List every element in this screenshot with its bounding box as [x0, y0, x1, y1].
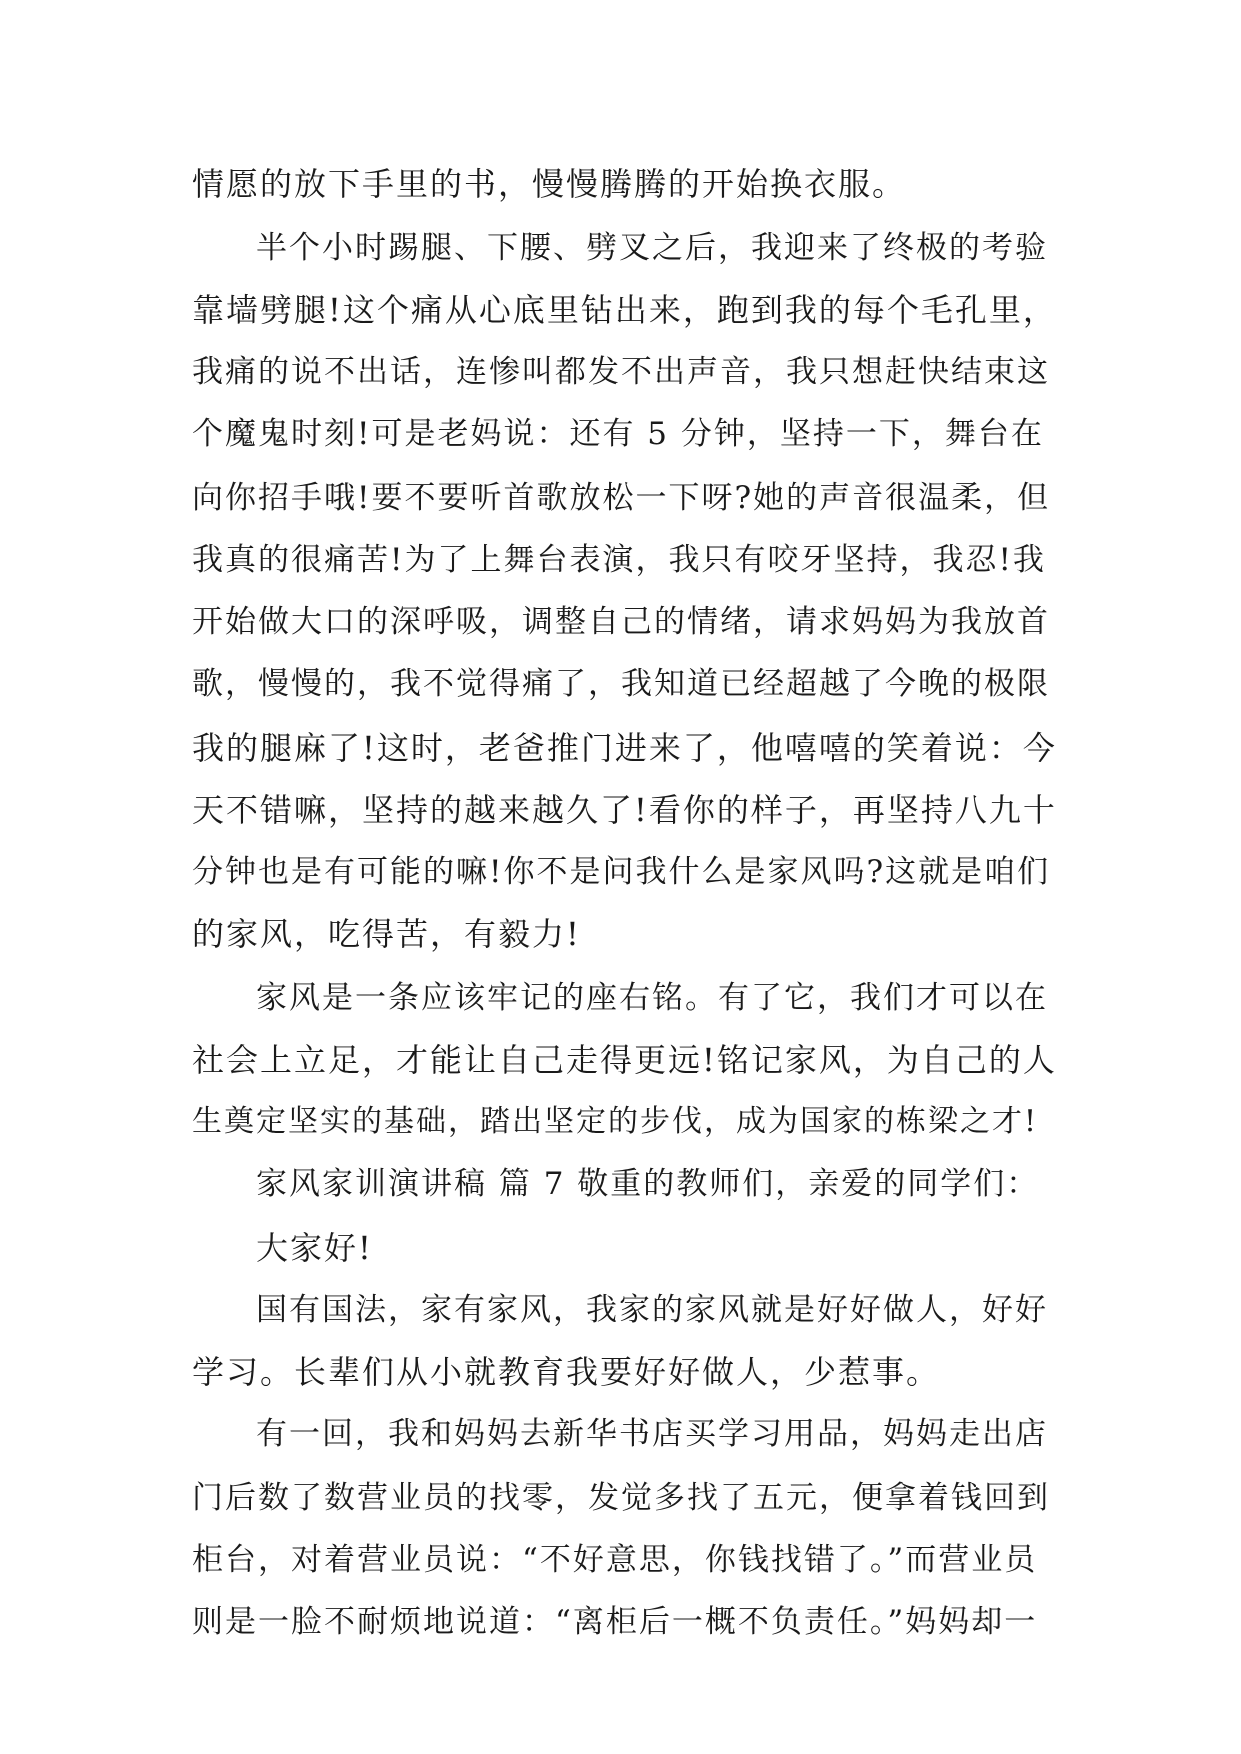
text-line: 半个小时踢腿、下腰、劈叉之后，我迎来了终极的考验 — [256, 230, 1048, 266]
text-line: 有一回，我和妈妈去新华书店买学习用品，妈妈走出店 — [256, 1416, 1048, 1452]
text-line: 家风是一条应该牢记的座右铭。有了它，我们才可以在 — [256, 980, 1048, 1016]
text-line: 靠墙劈腿!这个痛从心底里钻出来，跑到我的每个毛孔里， — [192, 291, 1057, 329]
text-line: 情愿的放下手里的书，慢慢腾腾的开始换衣服。 — [192, 165, 907, 203]
text-line: 我的腿麻了!这时，老爸推门进来了，他嘻嘻的笑着说：今 — [192, 729, 1057, 767]
text-line: 的家风，吃得苦，有毅力! — [192, 915, 581, 953]
text-line: 向你招手哦!要不要听首歌放松一下呀?她的声音很温柔，但 — [192, 480, 1051, 516]
greeting: 大家好! — [256, 1229, 373, 1267]
text-line: 国有国法，家有家风，我家的家风就是好好做人，好好 — [256, 1292, 1048, 1328]
text-line: 柜台，对着营业员说：“不好意思，你钱找错了。”而营业员 — [192, 1542, 1038, 1578]
text-line: 个魔鬼时刻!可是老妈说：还有 5 分钟，坚持一下，舞台在 — [192, 416, 1044, 452]
text-line: 天不错嘛，坚持的越来越久了!看你的样子，再坚持八九十 — [192, 791, 1057, 829]
text-line: 我真的很痛苦!为了上舞台表演，我只有咬牙坚持，我忍!我 — [192, 542, 1046, 578]
text-line: 门后数了数营业员的找零，发觉多找了五元，便拿着钱回到 — [192, 1480, 1050, 1516]
text-line: 社会上立足，才能让自己走得更远!铭记家风，为自己的人 — [192, 1041, 1057, 1079]
text-line: 分钟也是有可能的嘛!你不是问我什么是家风吗?这就是咱们 — [192, 854, 1051, 890]
section-heading: 家风家训演讲稿 篇 7 敬重的教师们，亲爱的同学们： — [256, 1166, 1040, 1202]
text-line: 开始做大口的深呼吸，调整自己的情绪，请求妈妈为我放首 — [192, 604, 1050, 640]
text-line: 歌，慢慢的，我不觉得痛了，我知道已经超越了今晚的极限 — [192, 666, 1050, 702]
text-line: 学习。长辈们从小就教育我要好好做人，少惹事。 — [192, 1353, 941, 1391]
text-line: 则是一脸不耐烦地说道：“离柜后一概不负责任。”妈妈却一 — [192, 1604, 1038, 1640]
text-line: 生奠定坚实的基础，踏出坚定的步伐，成为国家的栋梁之才! — [192, 1104, 1039, 1139]
text-line: 我痛的说不出话，连惨叫都发不出声音，我只想赶快结束这 — [192, 354, 1050, 390]
